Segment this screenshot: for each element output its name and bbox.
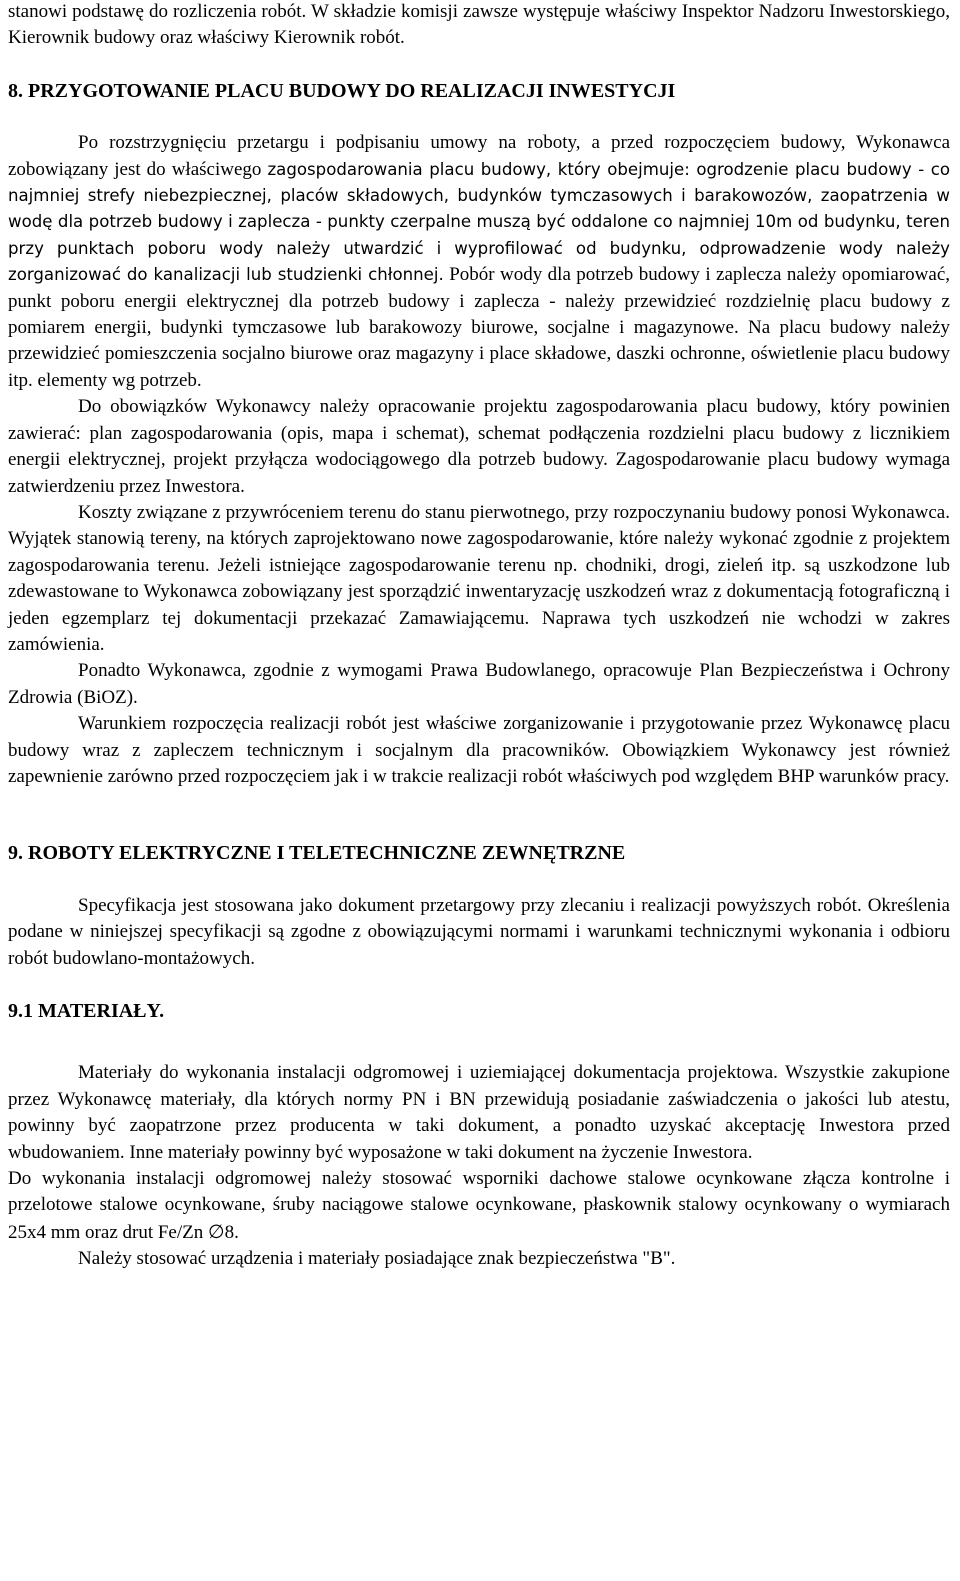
section-9-1-heading: 9.1 MATERIAŁY. (8, 1000, 165, 1022)
section-8-paragraph-2: Do obowiązków Wykonawcy należy opracowanie projektu zagospodarowania placu budowy, który powinien zawierać: plan zagospodarowania (opis, mapa i schemat), schemat podłączenia rozdzielni placu budowy z licznikiem energii elektrycznej, projekt przyłącza wodociągowego dla potrzeb budowy. Zagospodarowanie placu budowy wymaga zatwierdzeniu przez Inwestora. (8, 396, 950, 497)
diameter-symbol: ∅ (208, 1220, 225, 1243)
spacer (8, 790, 950, 840)
paragraph-text: 8. (224, 1221, 239, 1243)
section-8-heading: 8. PRZYGOTOWANIE PLACU BUDOWY DO REALIZACJI INWESTYCJI (8, 79, 676, 102)
section-9-1-paragraph-2 (8, 1166, 950, 1246)
paragraph-text: Do wykonania instalacji odgromowej należy stosować wsporniki dachowe stalowe ocynkowane złącza kontrolne i przelotowe stalowe ocynkowane, śruby naciągowe stalowe ocynkowane, płaskownik stalowy ocynkowany o wymiarach 25x4 mm oraz drut Fe/Zn (8, 1168, 950, 1243)
paragraph-text-sans: zagospodarowania placu budowy, który obejmuje: ogrodzenie placu budowy - co najmniej strefy niebezpiecznej, placów składowych, budynków tymczasowych i barakowozów, zaopatrzenia w wodę dla potrzeb budowy i zaplecza - punkty czerpalne muszą być oddalone co najmniej 10m od budynku, teren przy punktach poboru wody należy utwardzić i wyprofilować od budynku, odprowadzenie wody należy zorganizować do kanalizacji lub studzienki chłonnej. (8, 159, 951, 285)
section-8-paragraph-1 (8, 130, 950, 394)
section-9-heading: 9. ROBOTY ELEKTRYCZNE I TELETECHNICZNE ZEWNĘTRZNE (8, 842, 626, 865)
section-8-paragraph-5: Warunkiem rozpoczęcia realizacji robót jest właściwe zorganizowanie i przygotowanie przez Wykonawcę placu budowy wraz z zapleczem technicznym i socjalnym dla pracowników. Obowiązkiem Wykonawcy jest również zapewnienie zarówno przed rozpoczęciem jak i w trakcie realizacji robót właściwych pod względem BHP warunków pracy. (8, 713, 950, 787)
paragraph-text: Po rozstrzygnięciu przetargu i podpisaniu umowy na roboty, a przed rozpoczęciem budowy, Wykonawca zobowiązany jest do właściwego (8, 132, 950, 180)
section-8-paragraph-4: Ponadto Wykonawca, zgodnie z wymogami Prawa Budowlanego, opracowuje Plan Bezpieczeństwa i Ochrony Zdrowia (BiOZ). (8, 660, 950, 708)
paragraph-text: Pobór wody dla potrzeb budowy i zaplecza należy opomiarować, punkt poboru energii elektrycznej dla potrzeb budowy i zaplecza - należy przewidzieć rozdzielnię placu budowy z pomiarem energii, budynki tymczasowe lub barakowozy biurowe, socjalne i magazynowe. Na placu budowy należy przewidzieć pomieszczenia socjalno biurowe oraz magazyny i place składowe, daszki ochronne, oświetlenie placu budowy itp. elementy wg potrzeb. (8, 264, 951, 391)
spacer (8, 1024, 950, 1060)
spacer (8, 52, 950, 78)
spacer (8, 867, 950, 893)
section-9-1-paragraph-1: Materiały do wykonania instalacji odgromowej i uziemiającej dokumentacja projektowa. Wszystkie zakupione przez Wykonawcę materiały, dla których normy PN i BN przewidują posiadanie zaświadczenia o jakości lub atestu, powinny być zaopatrzone przez producenta w taki dokument, a ponadto uzyskać akceptację Inwestora przed wbudowaniem. Inne materiały powinny być wyposażone w taki dokument na życzenie Inwestora. (8, 1062, 950, 1163)
section-9-1-paragraph-3: Należy stosować urządzenia i materiały posiadające znak bezpieczeństwa "B". (78, 1248, 676, 1270)
section-9-paragraph-1: Specyfikacja jest stosowana jako dokument przetargowy przy zlecaniu i realizacji powyższych robót. Określenia podane w niniejszej specyfikacji są zgodne z obowiązującymi normami i warunkami technicznymi wykonania i odbioru robót budowlano-montażowych. (8, 894, 950, 969)
spacer (8, 104, 950, 130)
intro-paragraph: stanowi podstawę do rozliczenia robót. W składzie komisji zawsze występuje właściwy Inspektor Nadzoru Inwestorskiego, Kierownik budowy oraz właściwy Kierownik robót. (8, 1, 950, 49)
section-8-paragraph-3: Koszty związane z przywróceniem terenu do stanu pierwotnego, przy rozpoczynaniu budowy ponosi Wykonawca. Wyjątek stanowią tereny, na których zaprojektowano nowe zagospodarowanie, które należy wykonać zgodnie z projektem zagospodarowania terenu. Jeżeli istniejące zagospodarowanie terenu np. chodniki, drogi, zieleń itp. są uszkodzone lub zdewastowane to Wykonawca zobowiązany jest sporządzić inwentaryzację uszkodzeń wraz z dokumentacją fotograficzną i jeden egzemplarz tej dokumentacji przekazać Zamawiającemu. Naprawa tych uszkodzeń nie wchodzi w zakres zamówienia. (8, 501, 950, 655)
document-page (8, 0, 950, 1273)
spacer (8, 972, 950, 998)
